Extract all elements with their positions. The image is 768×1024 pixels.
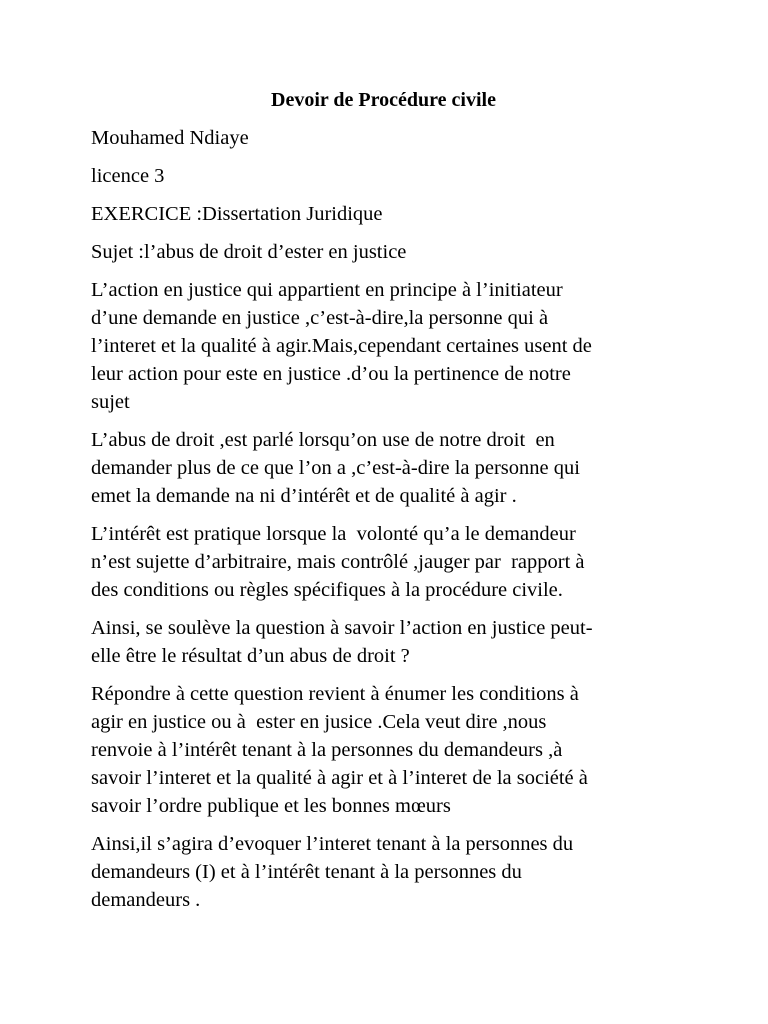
exercise-heading: EXERCICE :Dissertation Juridique: [91, 203, 383, 225]
paragraph-line: L’abus de droit ,est parlé lorsqu’on use de notre droit en: [91, 429, 555, 451]
paragraph-line: leur action pour este en justice .d’ou la pertinence de notre: [91, 363, 571, 385]
paragraph-line: Répondre à cette question revient à énumer les conditions à: [91, 683, 579, 705]
paragraph-line: demandeurs (I) et à l’intérêt tenant à la personnes du: [91, 861, 522, 883]
paragraph-line: des conditions ou règles spécifiques à la procédure civile.: [91, 579, 563, 601]
paragraph-line: d’une demande en justice ,c’est-à-dire,la personne qui à: [91, 307, 549, 329]
paragraph-line: sujet: [91, 391, 130, 413]
paragraph-line: elle être le résultat d’un abus de droit ?: [91, 645, 410, 667]
document-title: Devoir de Procédure civile: [271, 89, 496, 111]
paragraph-problem: [91, 614, 691, 670]
paragraph-line: demandeurs .: [91, 889, 201, 911]
paragraph-line: Ainsi, se soulève la question à savoir l’action en justice peut-: [91, 617, 593, 639]
paragraph-line: l’interet et la qualité à agir.Mais,cependant certaines usent de: [91, 335, 592, 357]
paragraph-introduction: [91, 276, 691, 416]
paragraph-line: Ainsi,il s’agira d’evoquer l’interet tenant à la personnes du: [91, 833, 574, 855]
subject-heading: Sujet :l’abus de droit d’ester en justice: [91, 241, 407, 263]
paragraph-line: agir en justice ou à ester en jusice .Cela veut dire ,nous: [91, 711, 547, 733]
paragraph-line: renvoie à l’intérêt tenant à la personnes du demandeurs ,à: [91, 739, 563, 761]
paragraph-plan: [91, 830, 691, 914]
paragraph-line: L’intérêt est pratique lorsque la volonté qu’a le demandeur: [91, 523, 576, 545]
paragraph-interest: [91, 520, 691, 604]
study-level: licence 3: [91, 165, 165, 187]
document-body: [91, 86, 691, 924]
paragraph-line: emet la demande na ni d’intérêt et de qualité à agir .: [91, 485, 517, 507]
paragraph-answer: [91, 680, 691, 820]
paragraph-line: demander plus de ce que l’on a ,c’est-à-dire la personne qui: [91, 457, 580, 479]
paragraph-line: savoir l’interet et la qualité à agir et à l’interet de la société à: [91, 767, 588, 789]
paragraph-line: n’est sujette d’arbitraire, mais contrôlé ,jauger par rapport à: [91, 551, 585, 573]
author-name: Mouhamed Ndiaye: [91, 127, 249, 149]
paragraph-abuse-definition: [91, 426, 691, 510]
paragraph-line: L’action en justice qui appartient en principe à l’initiateur: [91, 279, 563, 301]
paragraph-line: savoir l’ordre publique et les bonnes mœurs: [91, 795, 451, 817]
